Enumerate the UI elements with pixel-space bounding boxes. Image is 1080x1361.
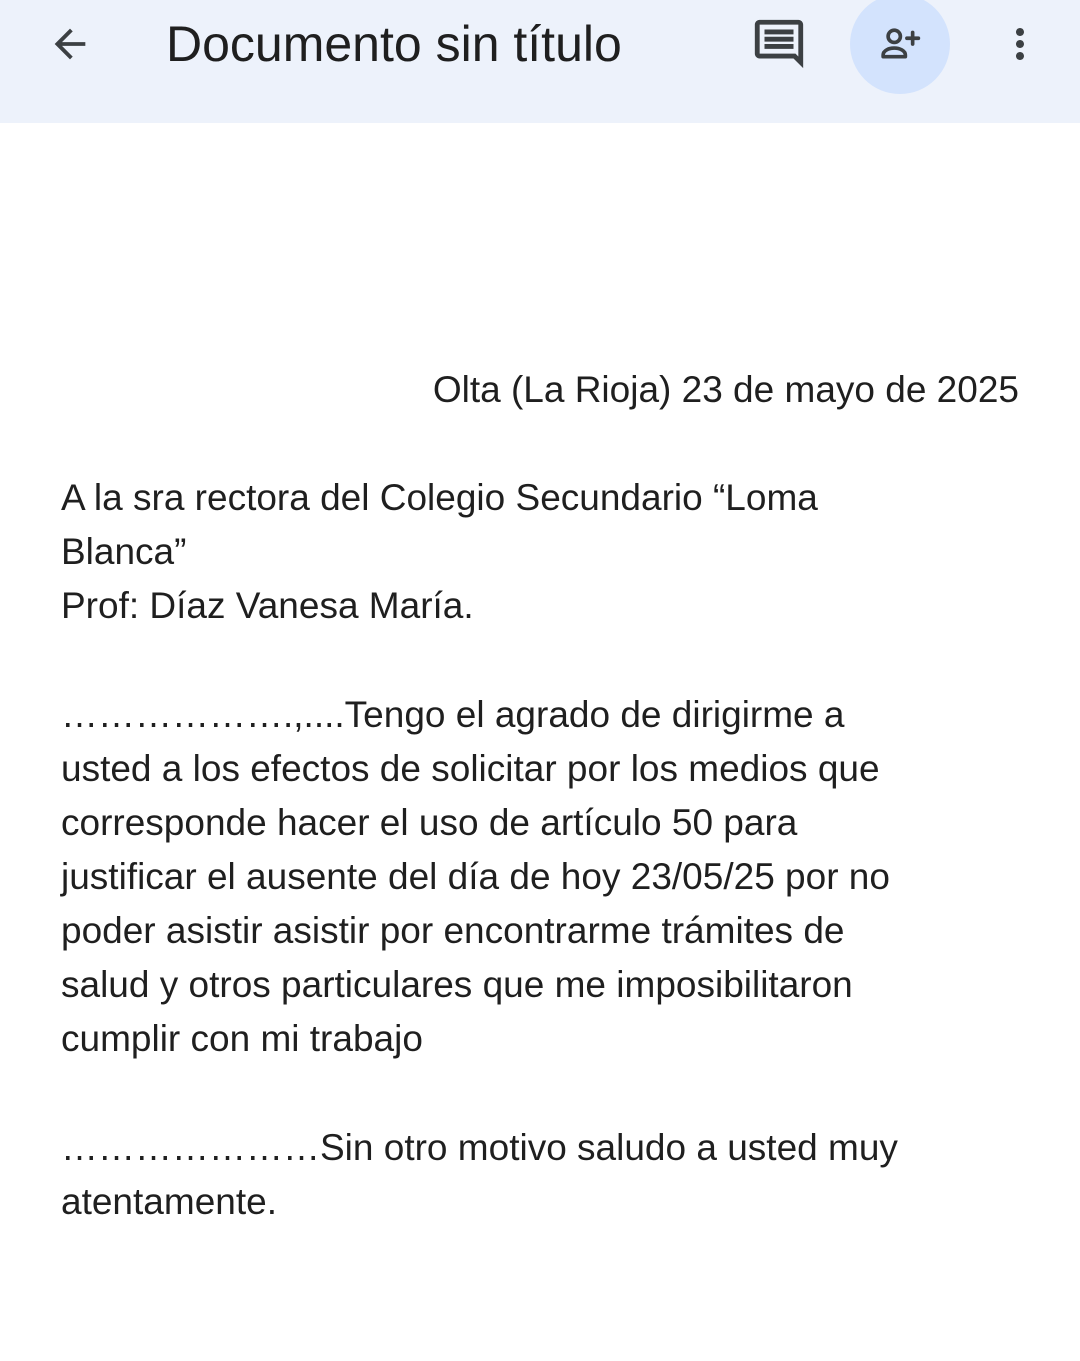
comments-button[interactable]	[748, 14, 810, 74]
body-line: justificar el ausente del día de hoy 23/05/25 por no	[61, 856, 890, 897]
back-button[interactable]	[40, 14, 100, 74]
closing-paragraph	[61, 1121, 1061, 1229]
top-app-bar	[0, 0, 1080, 123]
body-line: usted a los efectos de solicitar por los medios que	[61, 748, 880, 789]
document-title[interactable]: Documento sin título	[166, 16, 622, 72]
recipient-block	[61, 471, 961, 633]
share-button[interactable]	[850, 0, 950, 94]
more-options-button[interactable]	[996, 14, 1044, 74]
closing-line: atentamente.	[61, 1181, 277, 1222]
arrow-back-icon	[47, 21, 93, 67]
body-paragraph	[61, 688, 1061, 1066]
document-canvas[interactable]	[0, 123, 1080, 1361]
body-line: corresponde hacer el uso de artículo 50 para	[61, 802, 798, 843]
body-line: poder asistir asistir por encontrarme trámites de	[61, 910, 845, 951]
more-vert-icon	[996, 20, 1044, 68]
comment-icon	[750, 15, 808, 73]
recipient-line: A la sra rectora del Colegio Secundario “Loma	[61, 477, 818, 518]
body-line: ……………….,....Tengo el agrado de dirigirme a	[61, 694, 845, 735]
body-line: salud y otros particulares que me imposibilitaron	[61, 964, 853, 1005]
person-add-icon	[877, 21, 923, 67]
recipient-line: Blanca”	[61, 531, 187, 572]
closing-line: …………………Sin otro motivo saludo a usted muy	[61, 1127, 898, 1168]
date-line: Olta (La Rioja) 23 de mayo de 2025	[432, 369, 1019, 410]
recipient-line: Prof: Díaz Vanesa María.	[61, 585, 474, 626]
body-line: cumplir con mi trabajo	[61, 1018, 423, 1059]
